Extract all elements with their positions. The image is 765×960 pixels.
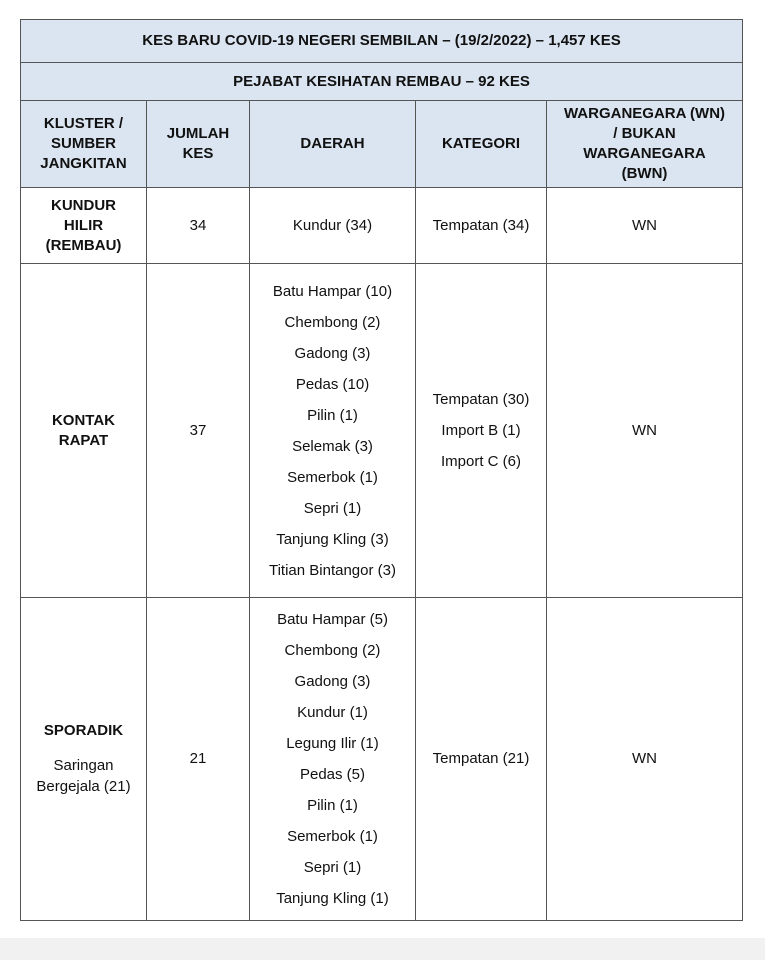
text-line: SUMBER [50, 135, 116, 152]
text-line: Import C (6) [440, 453, 521, 470]
text-line: Sepri (1) [303, 499, 362, 517]
table-row [21, 264, 743, 598]
jumlah-cell: 21 [147, 598, 250, 921]
text-line: JANGKITAN [40, 155, 127, 172]
kategori-list [420, 384, 542, 477]
header-kategori: KATEGORI [416, 101, 547, 188]
text-line: Pilin (1) [307, 797, 358, 814]
kategori-cell [416, 188, 547, 264]
wn-cell: WN [547, 188, 743, 264]
text-line: Import B (1) [441, 422, 521, 439]
text-line: Kundur (34) [292, 216, 373, 234]
daerah-cell [250, 264, 416, 598]
header-daerah: DAERAH [250, 101, 416, 188]
text-line: Bergejala (21) [36, 778, 131, 795]
text-line: (REMBAU) [45, 236, 122, 254]
header-warganegara [547, 101, 743, 188]
text-line: HILIR [63, 216, 104, 234]
text-line: JUMLAH [166, 125, 230, 142]
header-kluster-lines [25, 114, 142, 174]
daerah-list [254, 276, 411, 586]
kategori-list [420, 749, 542, 769]
text-line: Batu Hampar (5) [277, 611, 388, 628]
daerah-list [254, 604, 411, 914]
text-line: Pedas (10) [295, 375, 370, 393]
wn-cell: WN [547, 264, 743, 598]
text-line: Sepri (1) [303, 859, 362, 876]
text-line: WARGANEGARA [583, 145, 706, 162]
kluster-subtext [25, 755, 142, 797]
kategori-list [420, 216, 542, 236]
header-jumlah [147, 101, 250, 188]
text-line: Semerbok (1) [287, 468, 378, 486]
header-warganegara-lines [551, 104, 738, 184]
covid-case-table [20, 19, 743, 921]
text-line: Pedas (5) [299, 766, 366, 783]
text-line: KUNDUR [51, 196, 116, 214]
text-line: KES [182, 145, 214, 162]
kategori-cell [416, 264, 547, 598]
kluster-cell [21, 598, 147, 921]
title-row [21, 20, 743, 63]
text-line: Semerbok (1) [287, 828, 378, 845]
table-row [21, 188, 743, 264]
header-row [21, 101, 743, 188]
text-line: Saringan [53, 757, 114, 774]
text-line: Legung Ilir (1) [286, 735, 379, 752]
text-line: Tanjung Kling (3) [276, 530, 389, 548]
text-line: Tanjung Kling (1) [276, 890, 389, 907]
text-line: KLUSTER / [43, 115, 124, 132]
text-line: Titian Bintangor (3) [268, 561, 396, 579]
kluster-cell [21, 188, 147, 264]
text-line: Chembong (2) [284, 313, 381, 331]
table-subtitle: PEJABAT KESIHATAN REMBAU – 92 KES [21, 63, 743, 101]
header-jumlah-lines [151, 124, 245, 164]
text-line: (BWN) [621, 165, 668, 182]
kluster-name [25, 411, 142, 451]
wn-cell: WN [547, 598, 743, 921]
daerah-list [254, 216, 411, 236]
text-line: Gadong (3) [294, 673, 371, 690]
text-line: WARGANEGARA (WN) [563, 105, 726, 122]
header-kluster [21, 101, 147, 188]
text-line: Gadong (3) [294, 344, 371, 362]
daerah-cell [250, 188, 416, 264]
text-line: Tempatan (30) [432, 391, 530, 408]
text-line: KONTAK [51, 411, 116, 429]
table-title: KES BARU COVID-19 NEGERI SEMBILAN – (19/2/2022) – 1,457 KES [21, 20, 743, 63]
table-row [21, 598, 743, 921]
text-line: SPORADIK [43, 722, 124, 739]
text-line: Chembong (2) [284, 642, 381, 659]
kategori-cell [416, 598, 547, 921]
kluster-name [25, 721, 142, 741]
jumlah-cell: 34 [147, 188, 250, 264]
text-line: Tempatan (21) [432, 750, 530, 767]
text-line: Kundur (1) [297, 704, 368, 721]
bottom-margin [0, 938, 765, 960]
text-line: Tempatan (34) [432, 216, 530, 234]
text-line: / BUKAN [613, 125, 676, 142]
kluster-cell [21, 264, 147, 598]
text-line: Selemak (3) [292, 437, 373, 455]
jumlah-cell: 37 [147, 264, 250, 598]
text-line: Batu Hampar (10) [272, 282, 393, 300]
kluster-name [25, 196, 142, 256]
daerah-cell [250, 598, 416, 921]
subtitle-row [21, 63, 743, 101]
text-line: RAPAT [58, 431, 109, 449]
text-line: Pilin (1) [307, 406, 358, 424]
